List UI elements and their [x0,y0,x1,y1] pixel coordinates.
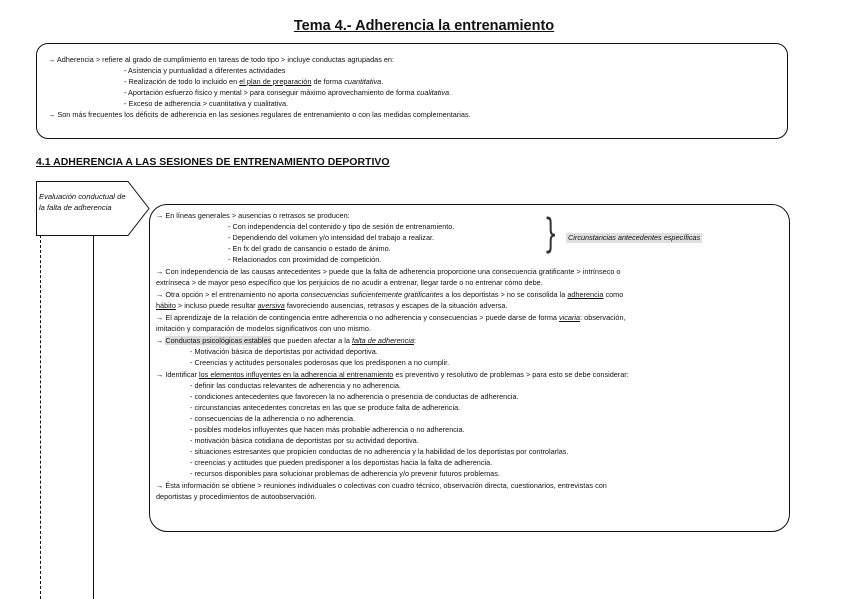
section-title: 4.1 ADHERENCIA A LAS SESIONES DE ENTRENAMIENTO DEPORTIVO [36,156,390,168]
brace-icon: } [543,211,558,257]
intro-line: - Realización de todo lo incluido en el plan de preparación de forma cuantitativa. [124,77,384,86]
content-line: hábito > incluso puede resultar aversiva favoreciendo ausencias, retrasos y escapes de la situación adversa. [156,301,508,310]
content-line: → Con independencia de las causas antecedentes > puede que la falta de adherencia proporcione una consecuencia gratificante > intrínseco o [156,267,621,276]
content-line: - circunstancias antecedentes concretas en las que se produce falta de adherencia. [190,403,461,412]
content-line: - Motivación básica de deportistas por actividad deportiva. [190,347,378,356]
content-line: - consecuencias de la adherencia o no adherencia. [190,414,356,423]
intro-line: - Asistencia y puntualidad a diferentes actividades [124,66,286,75]
content-line: deportistas y procedimientos de autoobservación. [156,492,317,501]
content-line: - creencias y actitudes que pueden predisponer a los deportistas hacia la falta de adherencia. [190,458,493,467]
content-line: - Relacionados con proximidad de competición. [228,255,382,264]
content-line: - recursos disponibles para solucionar problemas de adherencia y/o prevenir futuros problemas. [190,469,500,478]
content-line: - Dependiendo del volumen y/o intensidad del trabajo a realizar. [228,233,435,242]
content-line: → El aprendizaje de la relación de contingencia entre adherencia o no adherencia y consecuencias > puede darse de forma vicaria: observación, [156,313,626,322]
content-line: → En líneas generales > ausencias o retrasos se producen: [156,211,350,220]
content-line: → Ésta información se obtiene > reuniones individuales o colectivas con cuadro técnico, observación directa, cuestionarios, entrevistas con [156,481,607,490]
content-line: extrínseca > de mayor peso específico que los perjuicios de no acudir a entrenar, llegar tarde o no entrenar cómo debe. [156,278,543,287]
intro-line: → Son más frecuentes los déficits de adherencia en las sesiones regulares de entrenamiento o con las medidas complementarias. [48,110,471,119]
content-line: - condiciones antecedentes que favorecen la no adherencia o presencia de conductas de adherencia. [190,392,519,401]
page-title: Tema 4.- Adherencia la entrenamiento [293,18,555,34]
tag-label: Evaluación conductual de la falta de adherencia [39,192,126,212]
intro-line: - Aportación esfuerzo físico y mental > para conseguir máximo aprovechamiento de forma cualitativa. [124,88,452,97]
content-line: → Otra opción > el entrenamiento no aporta consecuencias suficientemente gratificantes a los deportistas > no se consolida la adherencia como [156,290,624,299]
circumstances-label: Circunstancias antecedentes específicas [568,233,701,242]
content-line: - En fx del grado de cansancio o estado de ánimo. [228,244,391,253]
content-line: - motivación básica cotidiana de deportistas por su actividad deportiva. [190,436,419,445]
solid-connector [93,235,94,599]
content-line: - posibles modelos influyentes que hacen más probable adherencia o no adherencia. [190,425,465,434]
content-line: - Creencias y actitudes personales poderosas que los predisponen a no cumplir. [190,358,450,367]
intro-line: - Exceso de adherencia > cuantitativa y cualitativa. [124,99,289,108]
content-line: - situaciones estresantes que propicien conductas de no adherencia y la habilidad de los deportistas por controlarlas. [190,447,569,456]
content-line: → Identificar los elementos influyentes en la adherencia al entrenamiento es preventivo y resolutivo de problemas > para esto se debe considerar: [156,370,629,379]
content-line: imitación y comparación de modelos significativos con uno mismo. [156,324,371,333]
intro-line: → Adherencia > refiere al grado de cumplimiento en tareas de todo tipo > incluye conductas agrupadas en: [48,55,395,64]
content-line: - Con independencia del contenido y tipo de sesión de entrenamiento. [228,222,455,231]
content-line: - definir las conductas relevantes de adherencia y no adherencia. [190,381,401,390]
content-line: → Conductas psicológicas estables que pueden afectar a la falta de adherencia: [156,336,417,345]
dashed-connector [40,235,41,599]
